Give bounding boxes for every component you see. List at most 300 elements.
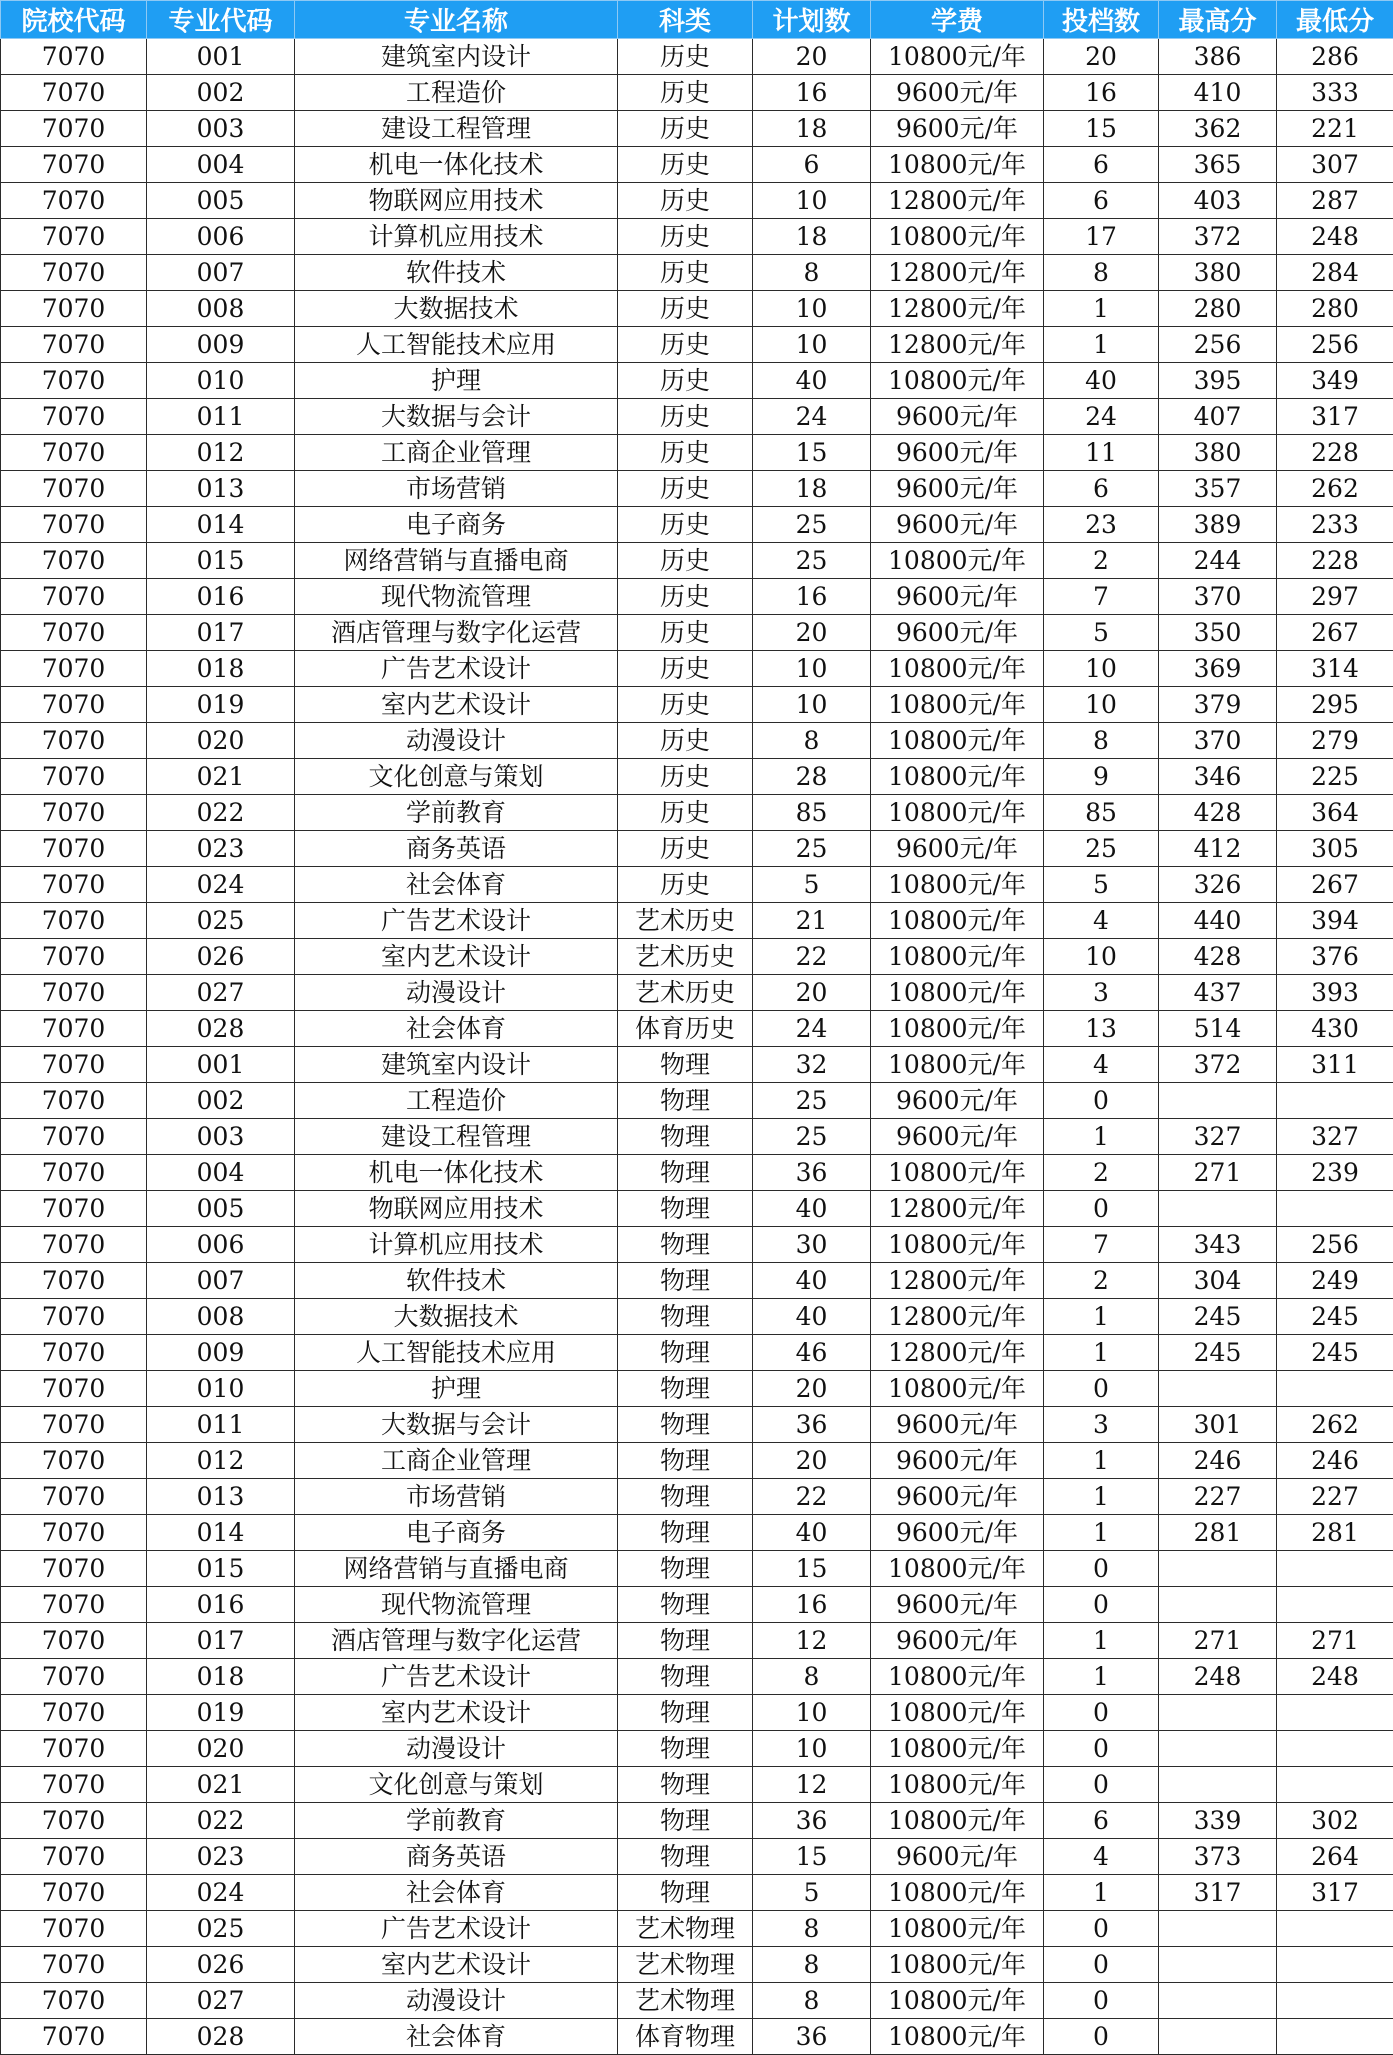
cell-major-code: 018	[147, 1659, 295, 1695]
cell-subject-category: 物理	[618, 1551, 753, 1587]
cell-filed-count: 6	[1044, 471, 1159, 507]
cell-subject-category: 物理	[618, 1083, 753, 1119]
cell-tuition: 12800元/年	[871, 255, 1044, 291]
cell-major-name: 人工智能技术应用	[295, 1335, 618, 1371]
cell-filed-count: 85	[1044, 795, 1159, 831]
cell-tuition: 9600元/年	[871, 1515, 1044, 1551]
cell-max-score: 246	[1159, 1443, 1277, 1479]
cell-subject-category: 历史	[618, 723, 753, 759]
cell-tuition: 9600元/年	[871, 615, 1044, 651]
cell-subject-category: 历史	[618, 867, 753, 903]
cell-filed-count: 1	[1044, 1659, 1159, 1695]
cell-filed-count: 10	[1044, 651, 1159, 687]
cell-tuition: 9600元/年	[871, 435, 1044, 471]
cell-school-code: 7070	[1, 1515, 147, 1551]
table-row	[1, 219, 1393, 255]
cell-major-code: 015	[147, 1551, 295, 1587]
cell-school-code: 7070	[1, 975, 147, 1011]
cell-max-score	[1159, 2019, 1277, 2055]
cell-major-code: 003	[147, 111, 295, 147]
cell-min-score	[1277, 1191, 1393, 1227]
cell-plan-count: 16	[753, 75, 871, 111]
cell-major-code: 016	[147, 1587, 295, 1623]
cell-school-code: 7070	[1, 543, 147, 579]
cell-filed-count: 0	[1044, 1587, 1159, 1623]
table-row	[1, 795, 1393, 831]
cell-tuition: 12800元/年	[871, 1299, 1044, 1335]
cell-subject-category: 艺术物理	[618, 1947, 753, 1983]
table-row	[1, 579, 1393, 615]
table-header	[1, 1, 1393, 39]
cell-major-code: 017	[147, 1623, 295, 1659]
cell-major-code: 001	[147, 1047, 295, 1083]
cell-filed-count: 4	[1044, 903, 1159, 939]
table-row	[1, 1047, 1393, 1083]
cell-tuition: 9600元/年	[871, 75, 1044, 111]
cell-major-name: 大数据与会计	[295, 399, 618, 435]
cell-major-code: 006	[147, 1227, 295, 1263]
cell-max-score	[1159, 1191, 1277, 1227]
cell-major-name: 计算机应用技术	[295, 219, 618, 255]
table-row	[1, 507, 1393, 543]
cell-major-name: 电子商务	[295, 507, 618, 543]
cell-subject-category: 物理	[618, 1875, 753, 1911]
cell-min-score: 262	[1277, 471, 1393, 507]
table-row	[1, 1803, 1393, 1839]
cell-major-name: 现代物流管理	[295, 1587, 618, 1623]
cell-min-score: 284	[1277, 255, 1393, 291]
table-row	[1, 651, 1393, 687]
cell-max-score: 395	[1159, 363, 1277, 399]
cell-max-score: 514	[1159, 1011, 1277, 1047]
cell-major-code: 025	[147, 1911, 295, 1947]
cell-plan-count: 24	[753, 1011, 871, 1047]
cell-max-score: 372	[1159, 219, 1277, 255]
cell-school-code: 7070	[1, 399, 147, 435]
cell-tuition: 10800元/年	[871, 2019, 1044, 2055]
cell-major-name: 文化创意与策划	[295, 1767, 618, 1803]
cell-max-score	[1159, 1983, 1277, 2019]
cell-max-score	[1159, 1371, 1277, 1407]
cell-tuition: 10800元/年	[871, 39, 1044, 75]
cell-major-name: 护理	[295, 1371, 618, 1407]
cell-major-name: 建筑室内设计	[295, 39, 618, 75]
cell-major-name: 商务英语	[295, 831, 618, 867]
table-row	[1, 1515, 1393, 1551]
table-row	[1, 759, 1393, 795]
cell-major-code: 019	[147, 1695, 295, 1731]
cell-subject-category: 物理	[618, 1263, 753, 1299]
cell-min-score: 249	[1277, 1263, 1393, 1299]
table-row	[1, 687, 1393, 723]
cell-subject-category: 历史	[618, 831, 753, 867]
cell-major-name: 计算机应用技术	[295, 1227, 618, 1263]
cell-min-score: 317	[1277, 1875, 1393, 1911]
header-max-score: 最高分	[1159, 1, 1277, 39]
cell-major-code: 028	[147, 1011, 295, 1047]
cell-plan-count: 36	[753, 2019, 871, 2055]
cell-filed-count: 10	[1044, 687, 1159, 723]
cell-tuition: 12800元/年	[871, 327, 1044, 363]
cell-plan-count: 10	[753, 183, 871, 219]
cell-school-code: 7070	[1, 1551, 147, 1587]
cell-tuition: 10800元/年	[871, 1947, 1044, 1983]
cell-subject-category: 艺术物理	[618, 1911, 753, 1947]
cell-tuition: 9600元/年	[871, 507, 1044, 543]
header-filed-count: 投档数	[1044, 1, 1159, 39]
cell-filed-count: 25	[1044, 831, 1159, 867]
cell-min-score: 394	[1277, 903, 1393, 939]
cell-filed-count: 2	[1044, 1263, 1159, 1299]
cell-max-score: 280	[1159, 291, 1277, 327]
cell-major-code: 010	[147, 1371, 295, 1407]
cell-subject-category: 历史	[618, 255, 753, 291]
cell-min-score: 295	[1277, 687, 1393, 723]
cell-min-score: 248	[1277, 219, 1393, 255]
cell-min-score: 393	[1277, 975, 1393, 1011]
cell-subject-category: 物理	[618, 1119, 753, 1155]
cell-plan-count: 12	[753, 1623, 871, 1659]
cell-tuition: 10800元/年	[871, 1875, 1044, 1911]
cell-school-code: 7070	[1, 327, 147, 363]
cell-major-code: 022	[147, 795, 295, 831]
cell-filed-count: 13	[1044, 1011, 1159, 1047]
cell-school-code: 7070	[1, 867, 147, 903]
cell-plan-count: 18	[753, 219, 871, 255]
cell-plan-count: 40	[753, 1263, 871, 1299]
cell-max-score: 403	[1159, 183, 1277, 219]
table-row	[1, 471, 1393, 507]
cell-min-score	[1277, 1695, 1393, 1731]
cell-major-code: 028	[147, 2019, 295, 2055]
cell-subject-category: 历史	[618, 147, 753, 183]
table-body	[1, 39, 1393, 2055]
table-row	[1, 1911, 1393, 1947]
cell-major-code: 025	[147, 903, 295, 939]
cell-major-name: 大数据与会计	[295, 1407, 618, 1443]
cell-max-score: 407	[1159, 399, 1277, 435]
cell-school-code: 7070	[1, 1191, 147, 1227]
table-row	[1, 1011, 1393, 1047]
cell-major-code: 020	[147, 723, 295, 759]
cell-filed-count: 0	[1044, 1767, 1159, 1803]
cell-min-score: 262	[1277, 1407, 1393, 1443]
cell-max-score: 245	[1159, 1335, 1277, 1371]
cell-min-score: 311	[1277, 1047, 1393, 1083]
cell-major-code: 013	[147, 1479, 295, 1515]
cell-subject-category: 历史	[618, 615, 753, 651]
cell-min-score: 280	[1277, 291, 1393, 327]
cell-school-code: 7070	[1, 291, 147, 327]
cell-tuition: 10800元/年	[871, 687, 1044, 723]
cell-tuition: 12800元/年	[871, 1335, 1044, 1371]
cell-max-score: 244	[1159, 543, 1277, 579]
cell-major-name: 社会体育	[295, 2019, 618, 2055]
cell-major-name: 电子商务	[295, 1515, 618, 1551]
cell-max-score: 326	[1159, 867, 1277, 903]
cell-tuition: 10800元/年	[871, 795, 1044, 831]
cell-school-code: 7070	[1, 1695, 147, 1731]
cell-subject-category: 历史	[618, 795, 753, 831]
cell-major-name: 工商企业管理	[295, 435, 618, 471]
cell-filed-count: 1	[1044, 1443, 1159, 1479]
cell-plan-count: 8	[753, 255, 871, 291]
cell-min-score: 221	[1277, 111, 1393, 147]
cell-plan-count: 21	[753, 903, 871, 939]
cell-min-score: 376	[1277, 939, 1393, 975]
cell-plan-count: 15	[753, 435, 871, 471]
cell-min-score: 349	[1277, 363, 1393, 399]
cell-max-score: 370	[1159, 723, 1277, 759]
cell-major-code: 011	[147, 399, 295, 435]
cell-tuition: 12800元/年	[871, 1263, 1044, 1299]
cell-major-name: 大数据技术	[295, 1299, 618, 1335]
cell-filed-count: 10	[1044, 939, 1159, 975]
cell-filed-count: 5	[1044, 615, 1159, 651]
header-min-score: 最低分	[1277, 1, 1393, 39]
header-major-code: 专业代码	[147, 1, 295, 39]
cell-school-code: 7070	[1, 471, 147, 507]
cell-min-score	[1277, 1767, 1393, 1803]
table-row	[1, 1479, 1393, 1515]
cell-filed-count: 1	[1044, 291, 1159, 327]
cell-min-score: 305	[1277, 831, 1393, 867]
cell-plan-count: 36	[753, 1407, 871, 1443]
table-row	[1, 111, 1393, 147]
cell-subject-category: 历史	[618, 435, 753, 471]
cell-school-code: 7070	[1, 1299, 147, 1335]
cell-max-score	[1159, 1551, 1277, 1587]
table-row	[1, 1191, 1393, 1227]
cell-major-name: 室内艺术设计	[295, 687, 618, 723]
table-row	[1, 1947, 1393, 1983]
cell-max-score: 380	[1159, 435, 1277, 471]
cell-major-name: 社会体育	[295, 1875, 618, 1911]
cell-major-name: 广告艺术设计	[295, 903, 618, 939]
cell-plan-count: 8	[753, 1947, 871, 1983]
table-row	[1, 975, 1393, 1011]
cell-plan-count: 22	[753, 939, 871, 975]
cell-major-name: 文化创意与策划	[295, 759, 618, 795]
cell-subject-category: 物理	[618, 1515, 753, 1551]
cell-subject-category: 艺术历史	[618, 939, 753, 975]
table-row	[1, 1731, 1393, 1767]
cell-major-code: 015	[147, 543, 295, 579]
cell-min-score: 302	[1277, 1803, 1393, 1839]
cell-tuition: 10800元/年	[871, 1551, 1044, 1587]
cell-plan-count: 40	[753, 363, 871, 399]
cell-plan-count: 8	[753, 723, 871, 759]
cell-subject-category: 物理	[618, 1695, 753, 1731]
cell-major-name: 机电一体化技术	[295, 147, 618, 183]
cell-major-name: 社会体育	[295, 867, 618, 903]
cell-plan-count: 20	[753, 1371, 871, 1407]
cell-filed-count: 6	[1044, 1803, 1159, 1839]
cell-school-code: 7070	[1, 75, 147, 111]
cell-max-score: 379	[1159, 687, 1277, 723]
cell-major-name: 学前教育	[295, 795, 618, 831]
table-row	[1, 1659, 1393, 1695]
cell-min-score	[1277, 1083, 1393, 1119]
cell-max-score: 346	[1159, 759, 1277, 795]
cell-school-code: 7070	[1, 1947, 147, 1983]
cell-plan-count: 20	[753, 975, 871, 1011]
cell-max-score: 343	[1159, 1227, 1277, 1263]
cell-subject-category: 历史	[618, 507, 753, 543]
cell-max-score: 372	[1159, 1047, 1277, 1083]
cell-school-code: 7070	[1, 759, 147, 795]
cell-plan-count: 10	[753, 327, 871, 363]
cell-min-score: 228	[1277, 435, 1393, 471]
cell-max-score: 389	[1159, 507, 1277, 543]
cell-min-score: 264	[1277, 1839, 1393, 1875]
cell-filed-count: 6	[1044, 147, 1159, 183]
table-row	[1, 1335, 1393, 1371]
cell-plan-count: 8	[753, 1983, 871, 2019]
cell-plan-count: 36	[753, 1803, 871, 1839]
cell-tuition: 9600元/年	[871, 1587, 1044, 1623]
cell-subject-category: 历史	[618, 111, 753, 147]
cell-school-code: 7070	[1, 1659, 147, 1695]
cell-max-score: 304	[1159, 1263, 1277, 1299]
cell-subject-category: 艺术物理	[618, 1983, 753, 2019]
cell-school-code: 7070	[1, 687, 147, 723]
cell-subject-category: 物理	[618, 1335, 753, 1371]
cell-subject-category: 物理	[618, 1731, 753, 1767]
cell-plan-count: 10	[753, 1695, 871, 1731]
table-row	[1, 399, 1393, 435]
cell-tuition: 10800元/年	[871, 1659, 1044, 1695]
cell-max-score: 428	[1159, 939, 1277, 975]
cell-tuition: 9600元/年	[871, 831, 1044, 867]
cell-major-name: 人工智能技术应用	[295, 327, 618, 363]
cell-subject-category: 历史	[618, 75, 753, 111]
cell-subject-category: 历史	[618, 687, 753, 723]
cell-min-score: 327	[1277, 1119, 1393, 1155]
cell-major-name: 网络营销与直播电商	[295, 543, 618, 579]
cell-plan-count: 16	[753, 1587, 871, 1623]
cell-filed-count: 0	[1044, 1731, 1159, 1767]
cell-plan-count: 24	[753, 399, 871, 435]
cell-min-score: 233	[1277, 507, 1393, 543]
cell-tuition: 10800元/年	[871, 1983, 1044, 2019]
cell-school-code: 7070	[1, 831, 147, 867]
table-row	[1, 1371, 1393, 1407]
cell-plan-count: 85	[753, 795, 871, 831]
cell-plan-count: 10	[753, 687, 871, 723]
cell-tuition: 9600元/年	[871, 1443, 1044, 1479]
cell-tuition: 10800元/年	[871, 363, 1044, 399]
cell-subject-category: 物理	[618, 1227, 753, 1263]
cell-plan-count: 25	[753, 1083, 871, 1119]
cell-major-code: 027	[147, 1983, 295, 2019]
cell-major-name: 动漫设计	[295, 1731, 618, 1767]
cell-plan-count: 46	[753, 1335, 871, 1371]
cell-filed-count: 11	[1044, 435, 1159, 471]
header-plan-count: 计划数	[753, 1, 871, 39]
header-tuition: 学费	[871, 1, 1044, 39]
cell-school-code: 7070	[1, 723, 147, 759]
cell-school-code: 7070	[1, 1911, 147, 1947]
cell-tuition: 12800元/年	[871, 183, 1044, 219]
cell-filed-count: 17	[1044, 219, 1159, 255]
cell-tuition: 10800元/年	[871, 1371, 1044, 1407]
cell-max-score: 437	[1159, 975, 1277, 1011]
cell-subject-category: 物理	[618, 1839, 753, 1875]
cell-subject-category: 历史	[618, 759, 753, 795]
cell-filed-count: 1	[1044, 1875, 1159, 1911]
cell-filed-count: 8	[1044, 723, 1159, 759]
cell-max-score: 380	[1159, 255, 1277, 291]
cell-major-name: 室内艺术设计	[295, 939, 618, 975]
cell-subject-category: 艺术历史	[618, 903, 753, 939]
cell-min-score: 307	[1277, 147, 1393, 183]
cell-filed-count: 8	[1044, 255, 1159, 291]
cell-tuition: 10800元/年	[871, 1767, 1044, 1803]
cell-subject-category: 物理	[618, 1659, 753, 1695]
cell-plan-count: 36	[753, 1155, 871, 1191]
cell-min-score: 317	[1277, 399, 1393, 435]
cell-major-name: 市场营销	[295, 1479, 618, 1515]
cell-school-code: 7070	[1, 1335, 147, 1371]
cell-major-code: 002	[147, 1083, 295, 1119]
cell-min-score: 281	[1277, 1515, 1393, 1551]
cell-plan-count: 10	[753, 651, 871, 687]
cell-subject-category: 物理	[618, 1767, 753, 1803]
cell-plan-count: 20	[753, 615, 871, 651]
cell-subject-category: 物理	[618, 1299, 753, 1335]
table-row	[1, 1407, 1393, 1443]
cell-filed-count: 0	[1044, 1083, 1159, 1119]
cell-school-code: 7070	[1, 147, 147, 183]
cell-plan-count: 15	[753, 1839, 871, 1875]
cell-subject-category: 历史	[618, 471, 753, 507]
cell-min-score	[1277, 1983, 1393, 2019]
cell-max-score: 256	[1159, 327, 1277, 363]
cell-school-code: 7070	[1, 1047, 147, 1083]
cell-min-score: 246	[1277, 1443, 1393, 1479]
cell-tuition: 9600元/年	[871, 1083, 1044, 1119]
cell-subject-category: 物理	[618, 1047, 753, 1083]
table-row	[1, 1623, 1393, 1659]
cell-school-code: 7070	[1, 39, 147, 75]
table-row	[1, 1083, 1393, 1119]
cell-filed-count: 1	[1044, 1119, 1159, 1155]
cell-filed-count: 20	[1044, 39, 1159, 75]
cell-major-code: 009	[147, 327, 295, 363]
cell-major-name: 广告艺术设计	[295, 1659, 618, 1695]
cell-subject-category: 历史	[618, 399, 753, 435]
table-row	[1, 1227, 1393, 1263]
table-row	[1, 939, 1393, 975]
table-row	[1, 183, 1393, 219]
cell-school-code: 7070	[1, 219, 147, 255]
cell-plan-count: 10	[753, 291, 871, 327]
table-row	[1, 1839, 1393, 1875]
cell-school-code: 7070	[1, 579, 147, 615]
cell-subject-category: 历史	[618, 363, 753, 399]
cell-school-code: 7070	[1, 183, 147, 219]
cell-tuition: 10800元/年	[871, 1047, 1044, 1083]
cell-min-score: 248	[1277, 1659, 1393, 1695]
cell-subject-category: 物理	[618, 1587, 753, 1623]
cell-school-code: 7070	[1, 1443, 147, 1479]
cell-school-code: 7070	[1, 1839, 147, 1875]
cell-major-name: 广告艺术设计	[295, 651, 618, 687]
cell-subject-category: 物理	[618, 1191, 753, 1227]
cell-plan-count: 30	[753, 1227, 871, 1263]
cell-min-score	[1277, 1911, 1393, 1947]
